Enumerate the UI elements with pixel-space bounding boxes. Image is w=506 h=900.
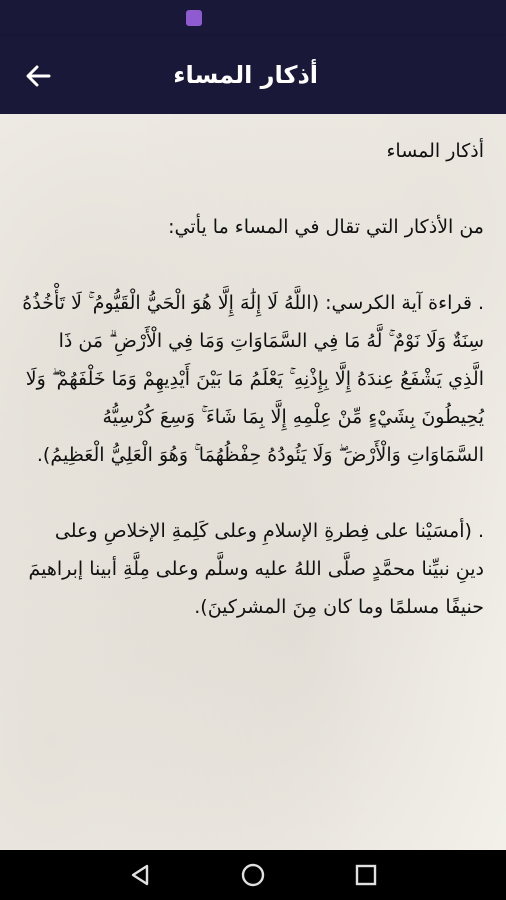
app-bar — [0, 36, 506, 114]
page-title: أذكار المساء — [173, 61, 318, 89]
spacer — [22, 474, 484, 512]
spacer — [22, 170, 484, 208]
intro-text: من الأذكار التي تقال في المساء ما يأتي: — [168, 216, 484, 238]
system-nav-bar — [0, 850, 506, 900]
nav-recents-icon[interactable] — [350, 859, 382, 891]
ayat-kursi-paragraph: . قراءة آية الكرسي: (اللَّهُ لَا إِلَٰهَ إِلَّا هُوَ الْحَيُّ الْقَيُّومُ ۚ لَا تَأْخُذُهُ سِنَةٌ وَلَا نَوْمٌ ۚ لَّهُ مَا فِي السَّمَاوَاتِ وَمَا فِي الْأَرْضِ ۗ مَن ذَا الَّذِي يَشْفَعُ عِندَهُ إِلَّا بِإِذْنِهِ ۚ يَعْلَمُ مَا بَيْنَ أَيْدِيهِمْ وَمَا خَلْفَهُمْ ۖ وَلَا يُحِيطُونَ بِشَيْءٍ مِّنْ عِلْمِهِ إِلَّا بِمَا شَاءَ ۚ وَسِعَ كُرْسِيُّهُ السَّمَاوَاتِ وَالْأَرْضَ ۖ وَلَا يَئُودُهُ حِفْظُهُمَا ۚ وَهُوَ الْعَلِيُّ الْعَظِيمُ). — [22, 292, 484, 466]
text-body — [22, 132, 484, 626]
nav-home-icon[interactable] — [237, 859, 269, 891]
nav-back-glyph — [128, 863, 152, 887]
spacer — [22, 246, 484, 284]
back-arrow-glyph — [25, 65, 51, 87]
notification-app-icon — [186, 10, 202, 26]
status-bar — [0, 0, 506, 36]
back-arrow-icon[interactable] — [16, 54, 60, 98]
section-heading: أذكار المساء — [386, 140, 484, 162]
nav-back-icon[interactable] — [124, 859, 156, 891]
amsayna-paragraph: . (أمسَيْنا على فِطرةِ الإسلامِ وعلى كَلِمةِ الإخلاصِ وعلى دينِ نبيِّنا محمَّدٍ صلَّى اللهُ عليه وسلَّم وعلى مِلَّةِ أبينا إبراهيمَ حنيفًا مسلمًا وما كان مِنَ المشركينَ). — [28, 520, 484, 618]
nav-home-glyph — [240, 862, 266, 888]
nav-recents-glyph — [354, 863, 378, 887]
content-area[interactable] — [0, 114, 506, 850]
